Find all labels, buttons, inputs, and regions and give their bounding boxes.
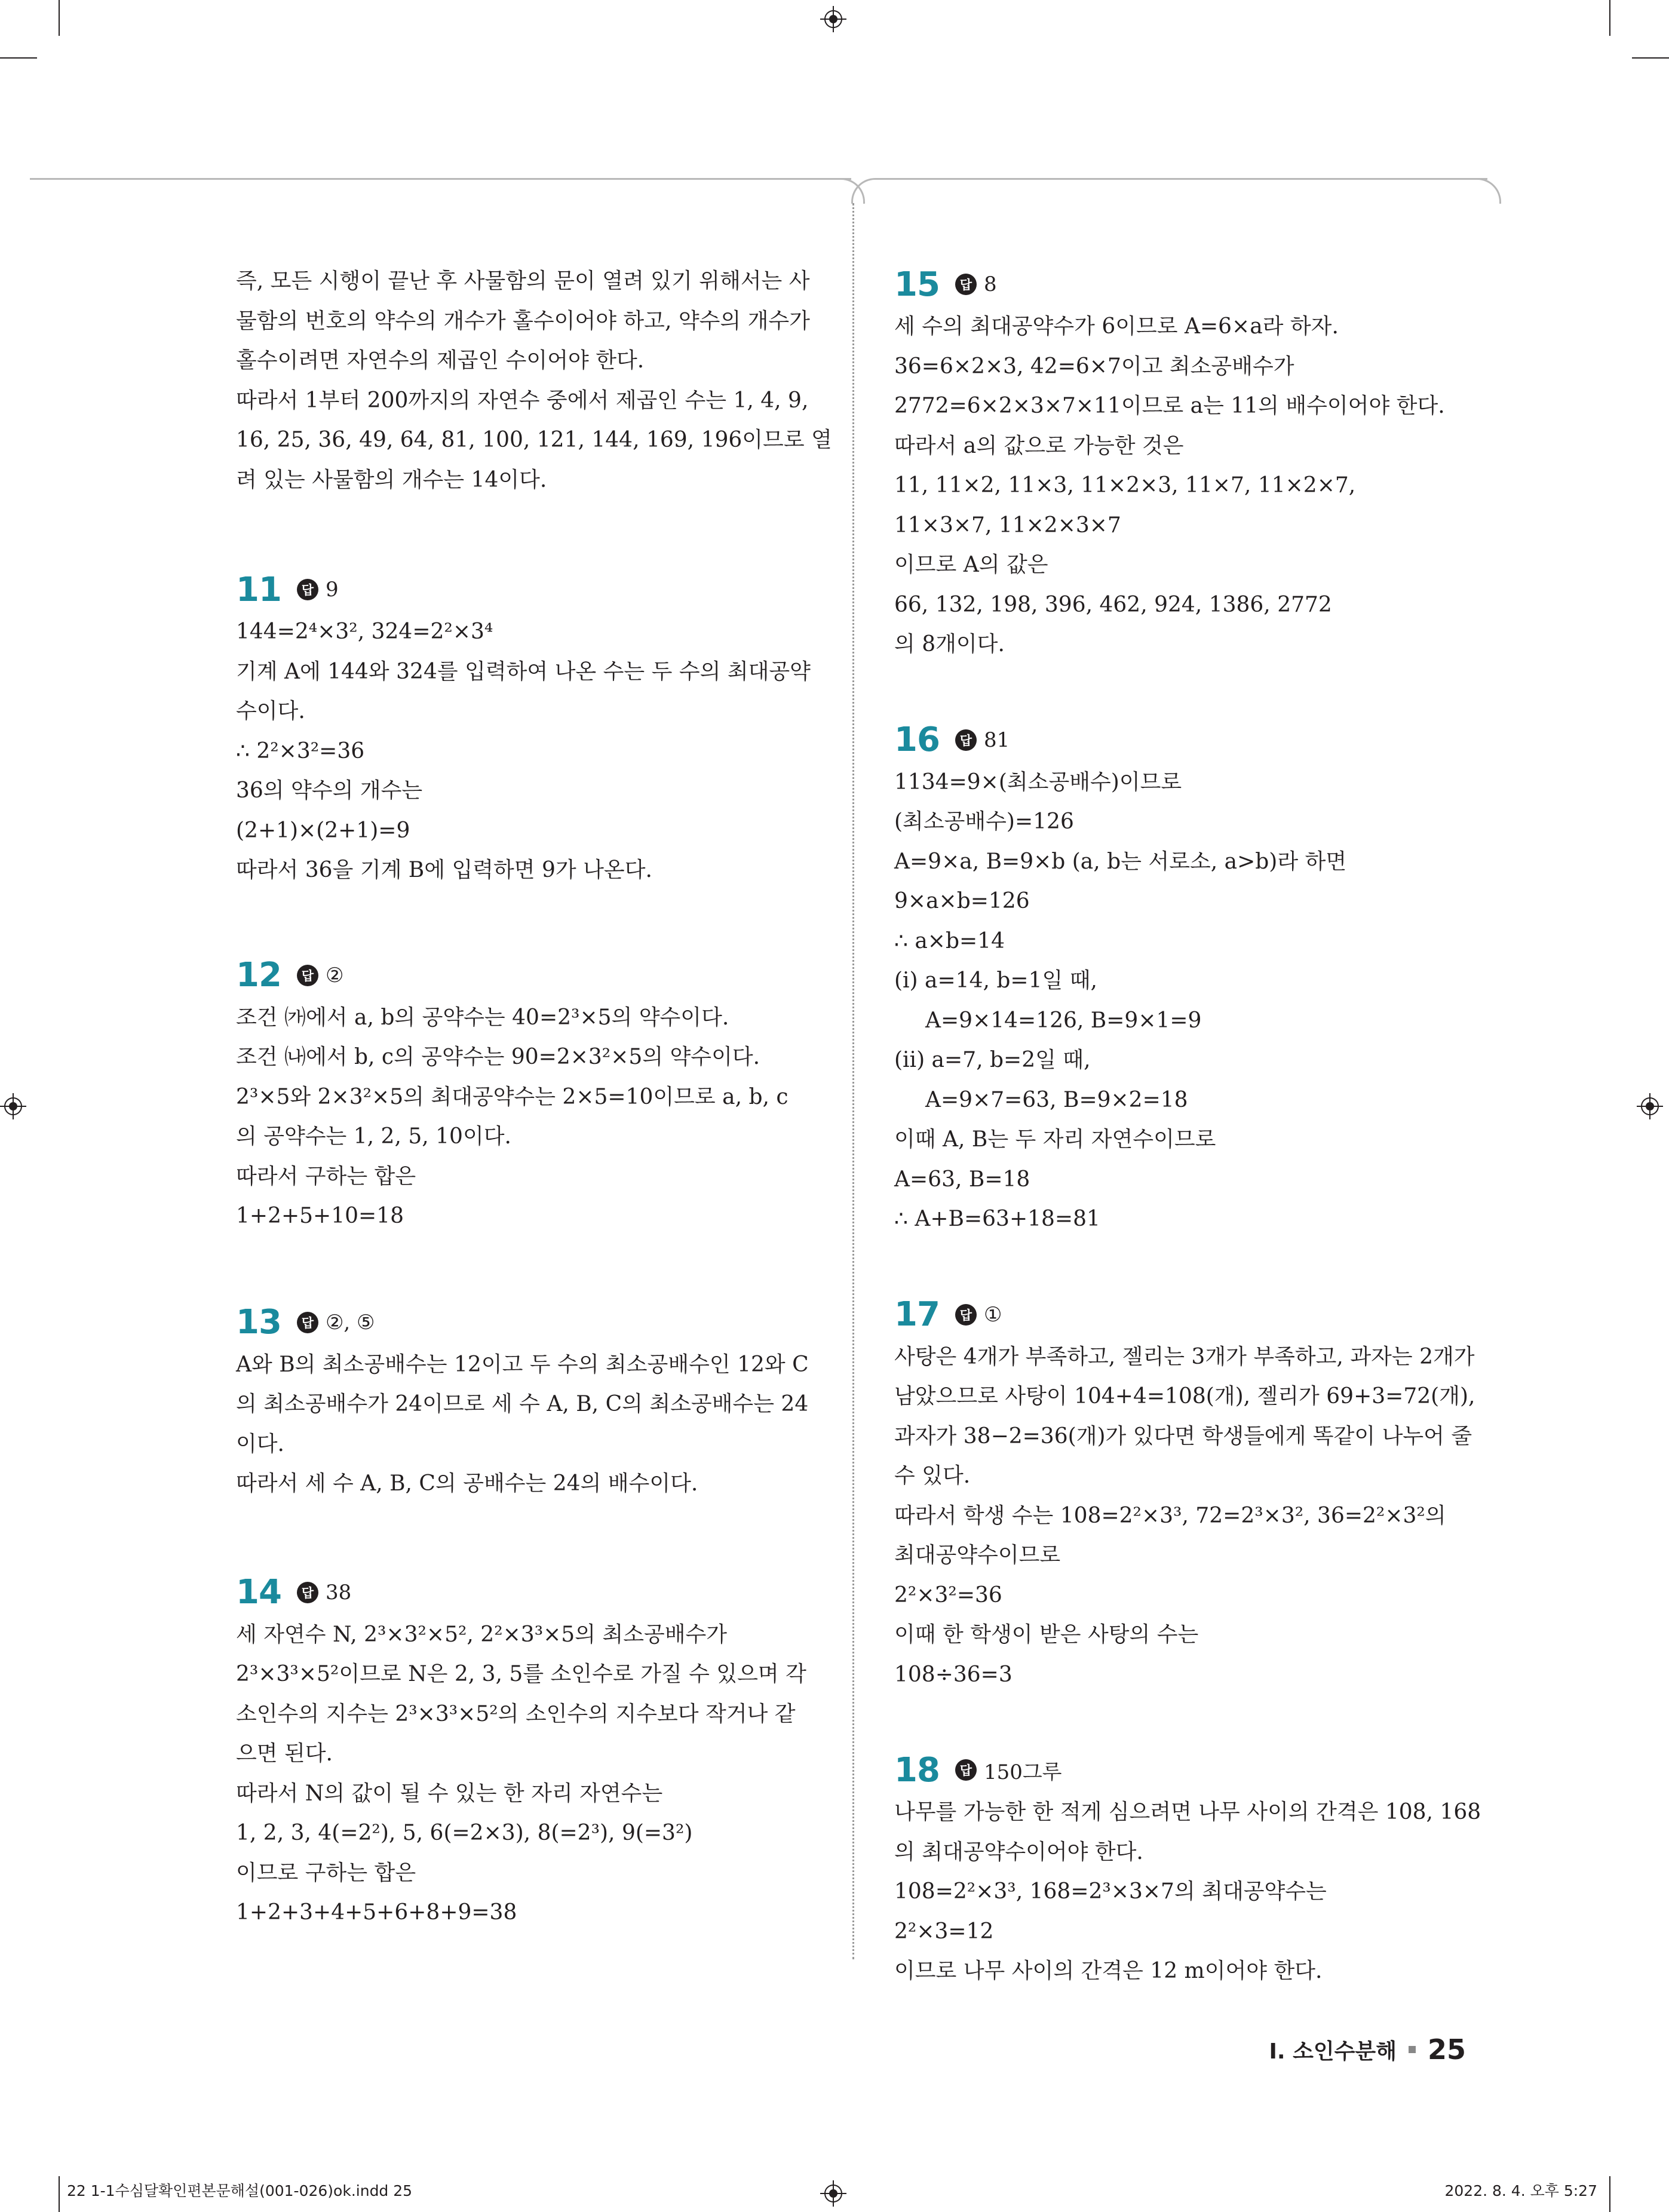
crop-mark [1609,0,1610,36]
text-line: ∴ a×b=14 [894,928,1005,953]
text-line: 36=6×2×3, 42=6×7이고 최소공배수가 [894,354,1294,379]
text-line: 홀수이려면 자연수의 제곱인 수이어야 한다. [236,348,645,373]
text-line: 따라서 36을 기계 B에 입력하면 9가 나온다. [236,858,652,882]
text-line: 조건 ㈏에서 b, c의 공약수는 90=2×3²×5의 약수이다. [236,1045,760,1069]
problem-header [236,953,833,998]
text-line: A=63, B=18 [894,1167,1030,1192]
page-frame-line [30,178,851,180]
problem-number: 17 [894,1295,940,1334]
answer-value: 9 [325,578,339,602]
text-line: 조건 ㈎에서 a, b의 공약수는 40=2³×5의 약수이다. [236,1005,729,1030]
text-line: 세 수의 최대공약수가 6이므로 A=6×a라 하자. [894,314,1339,339]
text-line: 2²×3²=36 [894,1582,1002,1607]
problem-11 [236,567,833,891]
problem-number: 12 [236,956,281,995]
text-line: 즉, 모든 시행이 끝난 후 사물함의 문이 열려 있기 위해서는 사 [236,269,810,293]
text-line: 108=2²×3³, 168=2³×3×7의 최대공약수는 [894,1879,1327,1904]
text-line: 물함의 번호의 약수의 개수가 홀수이어야 하고, 약수의 개수가 [236,308,810,333]
text-line: 1+2+3+4+5+6+8+9=38 [236,1900,517,1925]
problem-header [894,1292,1492,1337]
text-line: 의 8개이다. [894,632,1005,656]
slug-filename: 22 1-1수심달확인편본문해설(001-026)ok.indd 25 [67,2182,413,2199]
text-line: 과자가 38−2=36(개)가 있다면 학생들에게 똑같이 나누어 줄 [894,1423,1472,1449]
text-line: 수이다. [236,699,305,723]
text-line: A=9×a, B=9×b (a, b는 서로소, a>b)라 하면 [894,849,1347,874]
crop-mark [1632,57,1669,59]
text-line: 사탕은 4개가 부족하고, 젤리는 3개가 부족하고, 과자는 2개가 [894,1344,1475,1369]
registration-mark-icon [820,2180,846,2207]
crop-mark [1609,2176,1610,2212]
problem-15 [894,262,1492,665]
problem-number: 16 [894,720,940,759]
problem-header [236,567,833,612]
left-column [236,262,833,1933]
text-line: (2+1)×(2+1)=9 [236,818,410,843]
answer-value: ② [325,963,344,987]
problem-number: 14 [236,1573,281,1612]
text-line: 36의 약수의 개수는 [236,778,423,803]
text-line: 2³×5와 2×3²×5의 최대공약수는 2×5=10이므로 a, b, c [236,1084,789,1109]
answer-value: ②, ⑤ [325,1310,375,1334]
text-line: ∴ A+B=63+18=81 [894,1207,1100,1231]
text-line: (ⅱ) a=7, b=2일 때, [894,1048,1091,1072]
answer-icon: 답 [297,579,318,600]
page-frame-curve [1475,178,1501,204]
text-line: 세 자연수 N, 2³×3²×5², 2²×3³×5의 최소공배수가 [236,1622,728,1647]
text-line: 으면 된다. [236,1741,333,1766]
problem-number: 13 [236,1303,281,1342]
page-frame-line [875,178,1487,180]
problem-16 [894,717,1492,1240]
text-line: 려 있는 사물함의 개수는 14이다. [236,467,547,492]
text-line: 최대공약수이므로 [894,1543,1061,1567]
text-line: 66, 132, 198, 396, 462, 924, 1386, 2772 [894,592,1332,617]
text-line: 2³×3³×5²이므로 N은 2, 3, 5를 소인수로 가질 수 있으며 각 [236,1662,806,1686]
text-line: 16, 25, 36, 49, 64, 81, 100, 121, 144, 169, 196이므로 열 [236,428,832,452]
text-line: 수 있다. [894,1464,971,1488]
text-line: 의 최소공배수가 24이므로 세 수 A, B, C의 최소공배수는 24 [236,1392,809,1416]
problem-header [894,262,1492,307]
problem-number: 11 [236,570,281,609]
problem-number: 15 [894,265,940,304]
text-line: 이므로 나무 사이의 간격은 12 m이어야 한다. [894,1959,1323,1983]
registration-mark-icon [820,6,846,32]
crop-mark [59,2176,60,2212]
text-line: 의 공약수는 1, 2, 5, 10이다. [236,1124,511,1149]
problem-header [894,717,1492,763]
text-line: 11, 11×2, 11×3, 11×2×3, 11×7, 11×2×7, [894,473,1356,498]
text-line: 의 최대공약수이어야 한다. [894,1839,1143,1864]
answer-value: 81 [983,728,1010,752]
problem-number: 18 [894,1750,940,1790]
text-line: 나무를 가능한 한 적게 심으려면 나무 사이의 간격은 108, 168 [894,1800,1481,1824]
text-line: 따라서 학생 수는 108=2²×3³, 72=2³×3², 36=2²×3²의 [894,1503,1446,1528]
text-line: 따라서 세 수 A, B, C의 공배수는 24의 배수이다. [236,1471,698,1496]
text-line: ∴ 2²×3²=36 [236,738,365,763]
problem-12 [236,953,833,1237]
problem-header [236,1300,833,1345]
answer-icon: 답 [297,1582,318,1603]
text-line: 이다. [236,1431,284,1456]
answer-icon: 답 [955,1304,977,1326]
text-line: 11×3×7, 11×2×3×7 [894,513,1121,538]
text-line: 2772=6×2×3×7×11이므로 a는 11의 배수이어야 한다. [894,394,1445,418]
answer-icon: 답 [955,274,977,295]
problem-header [894,1747,1492,1793]
answer-icon: 답 [955,1759,977,1781]
text-line: 1134=9×(최소공배수)이므로 [894,769,1182,794]
text-line: 1, 2, 3, 4(=2²), 5, 6(=2×3), 8(=2³), 9(=3²) [236,1821,693,1845]
text-line: A=9×14=126, B=9×1=9 [925,1008,1202,1033]
text-line: (최소공배수)=126 [894,809,1074,834]
intro-paragraph [236,262,833,500]
text-line: 108÷36=3 [894,1662,1013,1687]
registration-mark-icon [0,1093,26,1119]
text-line: 이므로 구하는 합은 [236,1860,416,1885]
answer-icon: 답 [297,1312,318,1333]
text-line: A=9×7=63, B=9×2=18 [925,1087,1188,1112]
answer-value: 8 [983,272,997,296]
slug-date: 2022. 8. 4. 오후 5:27 [1444,2182,1597,2199]
answer-icon: 답 [955,729,977,751]
chapter-title: I. 소인수분해 [1269,2039,1397,2064]
column-divider [852,203,854,1959]
answer-value: 38 [325,1580,352,1604]
answer-value: 150그루 [983,1760,1062,1784]
text-line: 1+2+5+10=18 [236,1204,404,1228]
registration-mark-icon [1637,1093,1663,1119]
answer-icon: 답 [297,965,318,986]
text-line: 이때 한 학생이 받은 사탕의 수는 [894,1622,1199,1647]
problem-18 [894,1747,1492,1992]
text-line: 9×a×b=126 [894,889,1030,913]
text-line: 144=2⁴×3², 324=2²×3⁴ [236,619,493,644]
text-line: 따라서 N의 값이 될 수 있는 한 자리 자연수는 [236,1781,663,1806]
text-line: 기계 A에 144와 324를 입력하여 나온 수는 두 수의 최대공약 [236,659,811,684]
page-frame-curve [851,178,877,204]
text-line: (ⅰ) a=14, b=1일 때, [894,968,1097,993]
text-line: 따라서 구하는 합은 [236,1164,416,1189]
text-line: 2²×3=12 [894,1919,994,1944]
text-line: 따라서 1부터 200까지의 자연수 중에서 제곱인 수는 1, 4, 9, [236,388,809,413]
page-footer [1269,2033,1466,2066]
square-bullet-icon [1409,2046,1416,2053]
problem-header [236,1570,833,1615]
text-line: A와 B의 최소공배수는 12이고 두 수의 최소공배수인 12와 C [236,1352,809,1377]
problem-14 [236,1570,833,1933]
text-line: 이때 A, B는 두 자리 자연수이므로 [894,1127,1216,1152]
text-line: 따라서 a의 값으로 가능한 것은 [894,433,1184,458]
text-line: 이므로 A의 값은 [894,553,1048,577]
crop-mark [0,57,37,59]
text-line: 남았으므로 사탕이 104+4=108(개), 젤리가 69+3=72(개), [894,1384,1475,1409]
answer-value: ① [983,1302,1002,1327]
problem-17 [894,1292,1492,1695]
page-number: 25 [1427,2033,1466,2066]
text-line: 소인수의 지수는 2³×3³×5²의 소인수의 지수보다 작거나 같 [236,1701,796,1726]
right-column [894,262,1492,1992]
problem-13 [236,1300,833,1504]
crop-mark [59,0,60,36]
